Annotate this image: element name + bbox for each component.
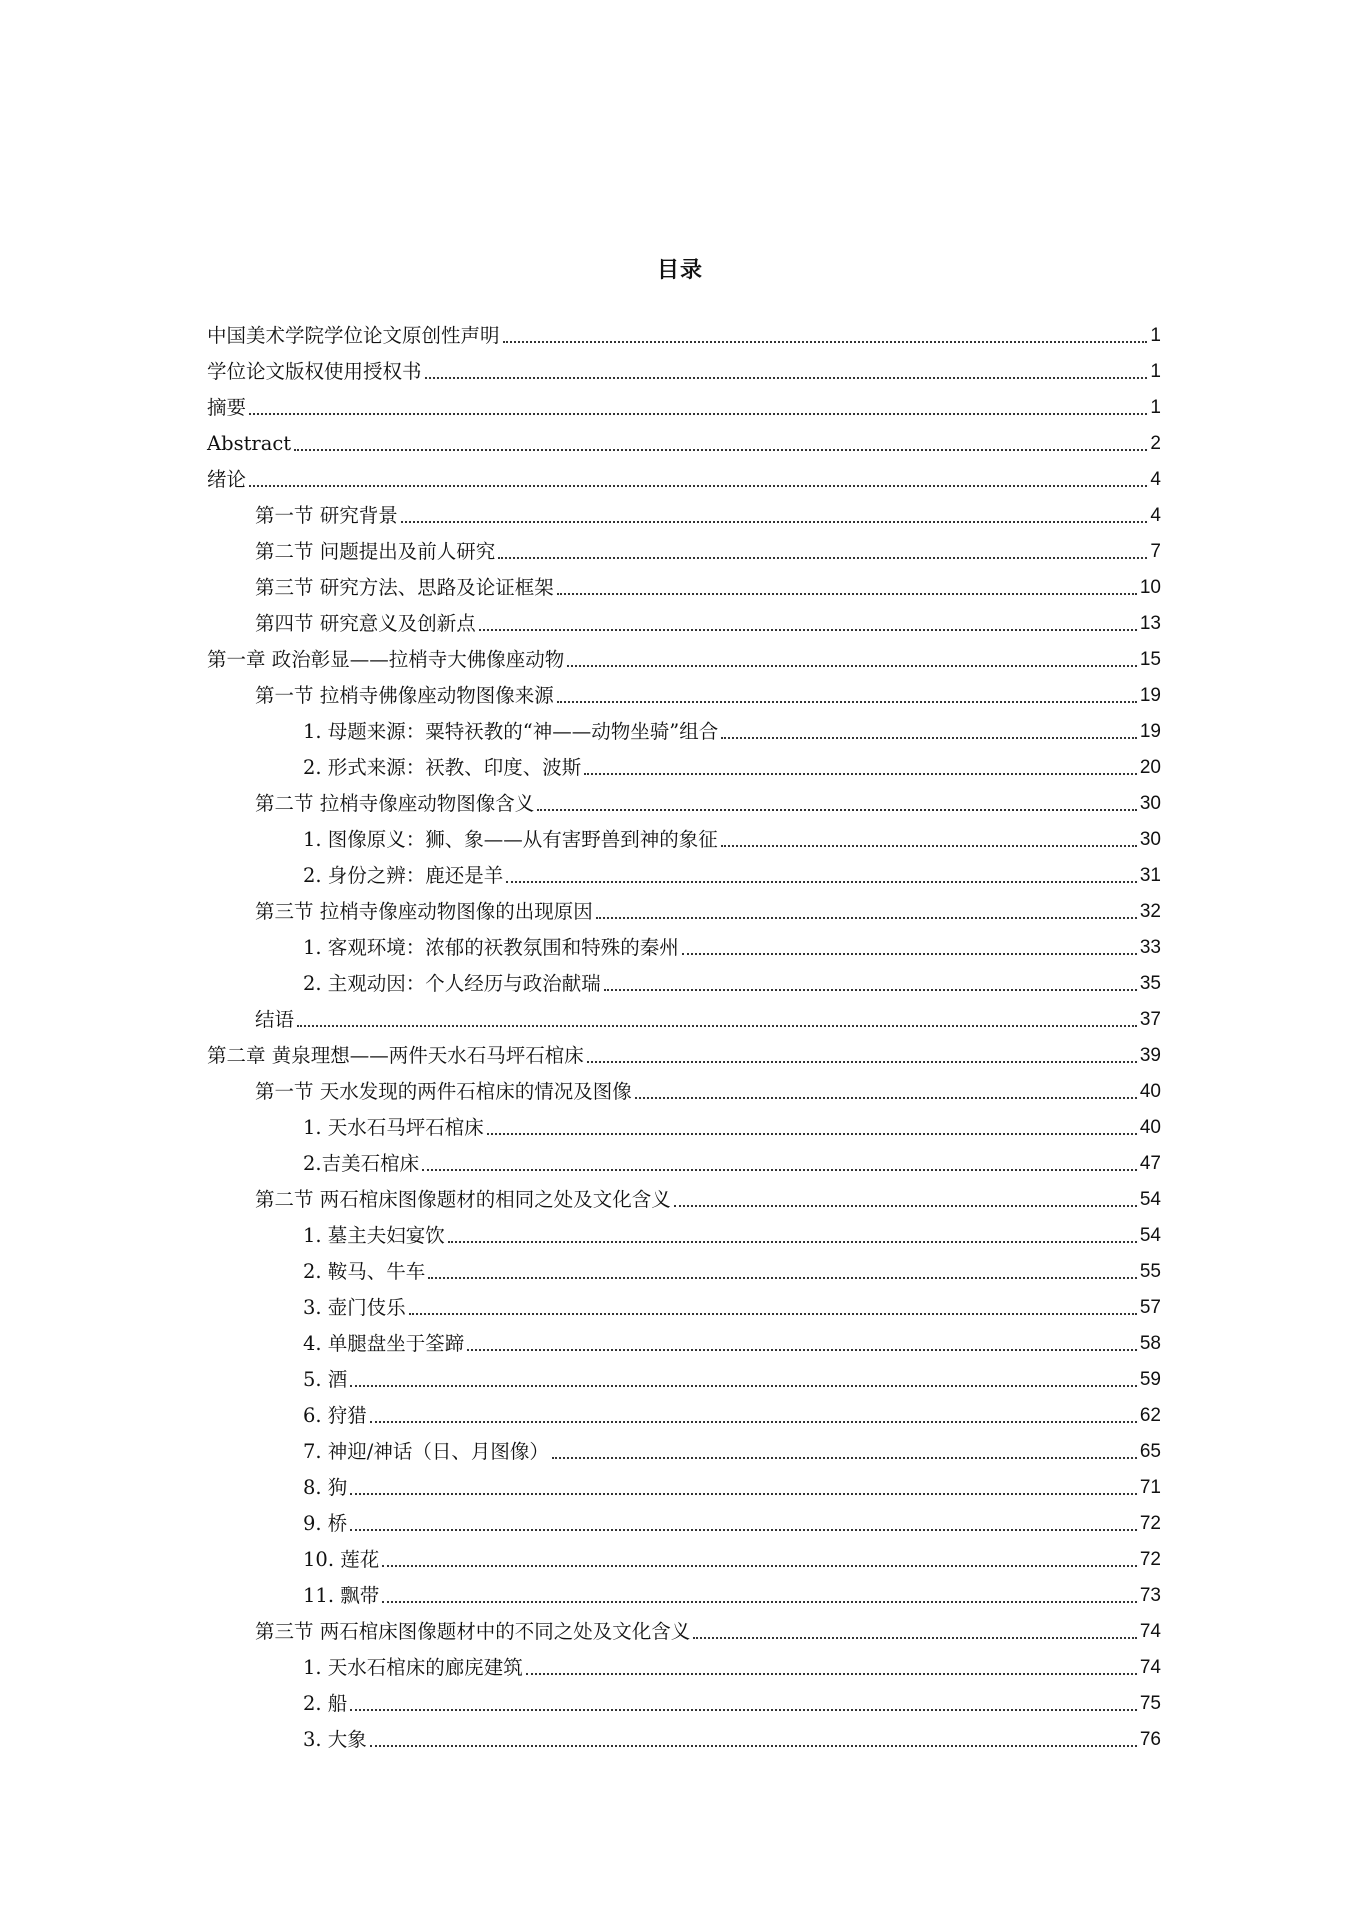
toc-entry-title: 第三节 拉梢寺像座动物图像的出现原因	[255, 900, 593, 923]
toc-entry-page-number: 74	[1139, 1621, 1161, 1642]
toc-entry-page-number: 32	[1139, 901, 1161, 922]
toc-entry-title: 2. 船	[303, 1692, 348, 1715]
toc-entry-title: 1. 客观环境：浓郁的祆教氛围和特殊的秦州	[303, 936, 679, 959]
toc-entry	[207, 888, 1161, 924]
dot-leader	[294, 448, 1147, 451]
toc-entry	[207, 996, 1161, 1032]
toc-entry-title: 第一节 研究背景	[255, 504, 398, 527]
dot-leader	[249, 484, 1147, 487]
toc-entry-title: 10. 莲花	[303, 1548, 380, 1571]
dot-leader	[370, 1744, 1137, 1747]
dot-leader	[448, 1240, 1137, 1243]
toc-entry	[207, 1140, 1161, 1176]
dot-leader	[587, 1060, 1137, 1063]
toc-entry-page-number: 54	[1139, 1225, 1161, 1246]
toc-entry	[207, 1572, 1161, 1608]
dot-leader	[428, 1276, 1137, 1279]
dot-leader	[382, 1600, 1137, 1603]
toc-entry-title: 第一章 政治彰显——拉梢寺大佛像座动物	[207, 648, 565, 671]
dot-leader	[721, 844, 1137, 847]
dot-leader	[479, 628, 1137, 631]
toc-entry	[207, 564, 1161, 600]
toc-entry-title: 1. 天水石棺床的廊庑建筑	[303, 1656, 523, 1679]
toc-entry	[207, 312, 1161, 348]
toc-entry-page-number: 75	[1139, 1693, 1161, 1714]
dot-leader	[467, 1348, 1137, 1351]
toc-entry-page-number: 73	[1139, 1585, 1161, 1606]
toc-entry	[207, 600, 1161, 636]
toc-entry-page-number: 71	[1139, 1477, 1161, 1498]
toc-entry	[207, 960, 1161, 996]
toc-entry-page-number: 74	[1139, 1657, 1161, 1678]
toc-entry-title: 2.吉美石棺床	[303, 1152, 420, 1175]
toc-entry	[207, 1536, 1161, 1572]
dot-leader	[422, 1168, 1137, 1171]
toc-entry	[207, 780, 1161, 816]
toc-entry-page-number: 1	[1150, 325, 1161, 346]
toc-entry	[207, 1356, 1161, 1392]
toc-entry	[207, 1104, 1161, 1140]
dot-leader	[249, 412, 1147, 415]
toc-entry-title: 8. 狗	[303, 1476, 348, 1499]
dot-leader	[674, 1204, 1137, 1207]
dot-leader	[584, 772, 1137, 775]
toc-entry-page-number: 1	[1150, 397, 1161, 418]
dot-leader	[425, 376, 1148, 379]
toc-entry-page-number: 1	[1150, 361, 1161, 382]
toc-entry-title: 第二节 拉梢寺像座动物图像含义	[255, 792, 535, 815]
toc-entry-title: 9. 桥	[303, 1512, 348, 1535]
toc-entry-title: 第三节 两石棺床图像题材中的不同之处及文化含义	[255, 1620, 691, 1643]
toc-entry	[207, 672, 1161, 708]
toc-entry-title: 结语	[255, 1008, 295, 1031]
toc-entry	[207, 1500, 1161, 1536]
table-of-contents	[207, 312, 1161, 1752]
toc-entry-page-number: 72	[1139, 1549, 1161, 1570]
toc-entry-page-number: 13	[1139, 613, 1161, 634]
toc-entry-title: 4. 单腿盘坐于筌蹄	[303, 1332, 465, 1355]
toc-entry-page-number: 33	[1139, 937, 1161, 958]
toc-entry-title: 11. 飘带	[303, 1584, 380, 1607]
toc-entry-title: 第二节 两石棺床图像题材的相同之处及文化含义	[255, 1188, 671, 1211]
dot-leader	[506, 880, 1137, 883]
toc-entry	[207, 744, 1161, 780]
toc-entry	[207, 1284, 1161, 1320]
toc-entry-title: 5. 酒	[303, 1368, 348, 1391]
dot-leader	[409, 1312, 1137, 1315]
toc-entry	[207, 1608, 1161, 1644]
toc-entry-title: 7. 神迎/神话（日、月图像）	[303, 1440, 549, 1463]
toc-entry-page-number: 65	[1139, 1441, 1161, 1462]
toc-entry-page-number: 40	[1139, 1081, 1161, 1102]
toc-entry-page-number: 57	[1139, 1297, 1161, 1318]
toc-entry-page-number: 58	[1139, 1333, 1161, 1354]
toc-entry-page-number: 37	[1139, 1009, 1161, 1030]
dot-leader	[682, 952, 1137, 955]
toc-entry-title: 第二节 问题提出及前人研究	[255, 540, 496, 563]
toc-entry-page-number: 4	[1150, 469, 1161, 490]
toc-entry-page-number: 4	[1150, 505, 1161, 526]
toc-entry	[207, 348, 1161, 384]
toc-entry-page-number: 55	[1139, 1261, 1161, 1282]
toc-entry	[207, 420, 1161, 456]
toc-entry-title: 1. 墓主夫妇宴饮	[303, 1224, 445, 1247]
toc-entry-title: 1. 母题来源：粟特祆教的“神——动物坐骑”组合	[303, 720, 719, 743]
toc-entry-title: 1. 图像原义：狮、象——从有害野兽到神的象征	[303, 828, 718, 851]
toc-entry-title: 第三节 研究方法、思路及论证框架	[255, 576, 554, 599]
dot-leader	[370, 1420, 1137, 1423]
toc-entry-title: 第一节 拉梢寺佛像座动物图像来源	[255, 684, 554, 707]
toc-entry-title: 第一节 天水发现的两件石棺床的情况及图像	[255, 1080, 632, 1103]
toc-entry	[207, 708, 1161, 744]
dot-leader	[487, 1132, 1137, 1135]
dot-leader	[721, 736, 1137, 739]
dot-leader	[567, 664, 1137, 667]
dot-leader	[382, 1564, 1137, 1567]
toc-entry-page-number: 54	[1139, 1189, 1161, 1210]
toc-entry	[207, 636, 1161, 672]
toc-entry	[207, 816, 1161, 852]
toc-entry	[207, 1716, 1161, 1752]
toc-entry-title: 学位论文版权使用授权书	[207, 360, 422, 383]
toc-entry-title: 摘要	[207, 396, 247, 419]
toc-entry-page-number: 47	[1139, 1153, 1161, 1174]
dot-leader	[552, 1456, 1137, 1459]
toc-entry-title: 6. 狩猎	[303, 1404, 367, 1427]
toc-entry-title: 2. 鞍马、牛车	[303, 1260, 426, 1283]
toc-entry	[207, 1320, 1161, 1356]
toc-entry-page-number: 39	[1139, 1045, 1161, 1066]
toc-entry	[207, 1644, 1161, 1680]
toc-entry-page-number: 20	[1139, 757, 1161, 778]
toc-entry-title: 第四节 研究意义及创新点	[255, 612, 476, 635]
toc-entry-title: 2. 身份之辨：鹿还是羊	[303, 864, 504, 887]
dot-leader	[498, 556, 1147, 559]
dot-leader	[401, 520, 1148, 523]
toc-entry	[207, 1428, 1161, 1464]
toc-entry-page-number: 62	[1139, 1405, 1161, 1426]
toc-entry-page-number: 35	[1139, 973, 1161, 994]
toc-entry	[207, 1392, 1161, 1428]
toc-entry	[207, 1680, 1161, 1716]
toc-entry-page-number: 15	[1139, 649, 1161, 670]
dot-leader	[526, 1672, 1137, 1675]
toc-entry-page-number: 72	[1139, 1513, 1161, 1534]
dot-leader	[350, 1384, 1137, 1387]
toc-entry-page-number: 19	[1139, 721, 1161, 742]
dot-leader	[596, 916, 1137, 919]
toc-entry	[207, 492, 1161, 528]
dot-leader	[604, 988, 1137, 991]
toc-entry	[207, 1212, 1161, 1248]
toc-entry-page-number: 40	[1139, 1117, 1161, 1138]
page-title: 目录	[656, 258, 703, 283]
dot-leader	[557, 700, 1137, 703]
toc-entry	[207, 1032, 1161, 1068]
toc-entry-page-number: 59	[1139, 1369, 1161, 1390]
toc-entry	[207, 1248, 1161, 1284]
toc-entry-title: 3. 大象	[303, 1728, 367, 1751]
toc-entry-page-number: 7	[1150, 541, 1161, 562]
toc-entry	[207, 1068, 1161, 1104]
toc-entry	[207, 456, 1161, 492]
dot-leader	[350, 1492, 1137, 1495]
dot-leader	[503, 340, 1148, 343]
dot-leader	[693, 1636, 1137, 1639]
toc-entry-page-number: 30	[1139, 793, 1161, 814]
dot-leader	[297, 1024, 1137, 1027]
toc-entry-page-number: 19	[1139, 685, 1161, 706]
dot-leader	[635, 1096, 1137, 1099]
toc-entry-title: 3. 壶门伎乐	[303, 1296, 406, 1319]
toc-entry-page-number: 2	[1150, 433, 1161, 454]
toc-entry-title: Abstract	[207, 432, 292, 455]
toc-entry	[207, 852, 1161, 888]
toc-entry-title: 绪论	[207, 468, 247, 491]
toc-entry-page-number: 31	[1139, 865, 1161, 886]
dot-leader	[350, 1708, 1137, 1711]
dot-leader	[350, 1528, 1137, 1531]
dot-leader	[537, 808, 1137, 811]
toc-entry	[207, 528, 1161, 564]
toc-entry-page-number: 10	[1139, 577, 1161, 598]
toc-entry	[207, 924, 1161, 960]
toc-entry	[207, 1464, 1161, 1500]
toc-entry-title: 中国美术学院学位论文原创性声明	[207, 324, 500, 347]
toc-entry-title: 第二章 黄泉理想——两件天水石马坪石棺床	[207, 1044, 584, 1067]
toc-entry-title: 2. 主观动因：个人经历与政治献瑞	[303, 972, 601, 995]
toc-entry-page-number: 76	[1139, 1729, 1161, 1750]
toc-entry-title: 2. 形式来源：祆教、印度、波斯	[303, 756, 582, 779]
toc-entry-title: 1. 天水石马坪石棺床	[303, 1116, 484, 1139]
toc-entry-page-number: 30	[1139, 829, 1161, 850]
toc-entry	[207, 1176, 1161, 1212]
toc-entry	[207, 384, 1161, 420]
dot-leader	[557, 592, 1137, 595]
